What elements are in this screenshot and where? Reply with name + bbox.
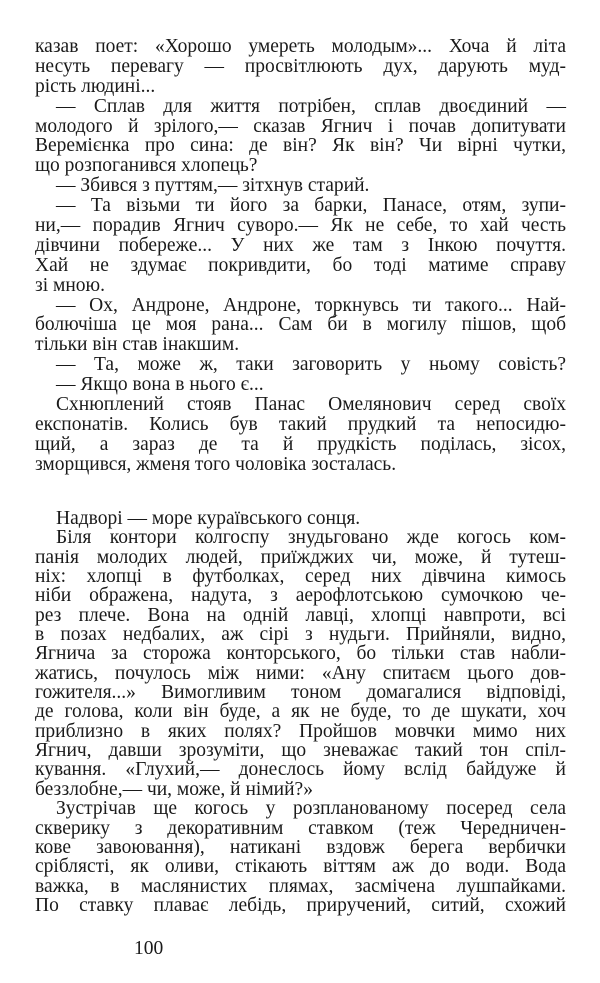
text-line: По ставку плаває лебідь, приручений, ситий, схожий [35,894,566,916]
text-line: щий, а зараз де та й прудкість поділась, зісох, [35,433,566,455]
text-line: болючіша це моя рана... Сам би в могилу пішов, щоб [35,314,566,336]
text-line: сріблясті, як оливи, стікають віттям аж до води. Вода [35,856,566,878]
text-line: казав поет: «Хорошо умереть молодым»... Хоча й літа [35,36,566,57]
text-line: молодого й зрілого,— сказав Ягнич і почав допитувати [35,115,566,137]
text-line: гожителя...» Вимогливим тоном домагалися відповіді, [35,682,566,704]
text-line: де голова, коли він буде, а як не буде, то де шукати, хоч [35,701,566,723]
text-line: важка, в маслянистих плямах, засмічена лушпайками. [35,875,566,897]
text-line: зморщився, жменя того чоловіка зосталась. [35,453,397,475]
text-line: Веремієнка про сина: де він? Як він? Чи вірні чутки, [35,135,566,157]
text-line: в позах недбалих, аж сірі з нудьги. Прийняли, видно, [35,624,566,646]
text-line: ніх: хлопці в футболках, серед них дівчина кимось [35,566,566,588]
text-line: скверику з декоративним ставком (теж Чередничен- [35,817,566,839]
text-line: дівчини побереже... У них же там з Інкою почуття. [35,234,566,256]
text-line: Зустрічав ще когось у розпланованому посеред села [56,798,566,820]
text-line: панія молодих людей, приїжджих чи, може, й тутеш- [35,546,566,568]
text-line: — Якщо вона в нього є... [56,374,264,396]
text-line: Схнюплений стояв Панас Омелянович серед своїх [56,394,566,416]
text-line: беззлобне,— чи, може, й німий?» [35,778,313,800]
text-line: — Та, може ж, таки заговорить у ньому совість? [56,354,566,376]
text-line: Ягнича за сторожа конторського, бо тільки став набли- [35,643,566,665]
text-line: експонатів. Колись був такий прудкий та непосидю- [35,413,566,435]
text-block-2 [35,509,566,915]
text-line: кове завоювання), натикані вздовж берега вербички [35,836,566,858]
text-line: рість людині... [35,75,156,97]
text-line: зі мною. [35,274,105,296]
text-line: ни,— порадив Ягнич суворо.— Як не себе, то хай честь [35,215,566,237]
text-line: Біля контори колгоспу знудьговано жде когось ком- [56,527,566,549]
page-number: 100 [134,938,164,959]
text-line: несуть перевагу — просвітлюють дух, дарують муд- [35,55,566,77]
text-line: тільки він став інакшим. [35,334,240,356]
text-line: що розпоганився хлопець? [35,155,258,177]
text-line: — Та візьми ти його за барки, Панасе, отям, зупи- [56,195,566,217]
text-line: приблизно в яких полях? Пройшов мовчки мимо них [35,720,566,742]
text-block-1 [35,37,566,475]
text-line: ніби ображена, надута, з аерофлотською сумочкою че- [35,585,566,607]
text-line: — Сплав для життя потрібен, сплав двоєдиний — [56,95,566,117]
text-line: жатись, почулось між ними: «Ану спитаєм цього дов- [35,662,566,684]
text-line: Ягнич, давши зрозуміти, що зневажає такий тон спіл- [35,740,566,762]
text-line: Хай не здумає покривдити, бо тоді матиме справу [35,254,566,276]
text-line: Надворі — море кураївського сонця. [56,508,361,529]
text-line: — Збився з путтям,— зітхнув старий. [56,175,370,197]
text-line: рез плече. Вона на одній лавці, хлопці навпроти, всі [35,604,566,626]
text-line: кування. «Глухий,— донеслось йому вслід байдуже й [35,759,566,781]
text-line: — Ох, Андроне, Андроне, торкнувсь ти такого... Най- [56,294,566,316]
